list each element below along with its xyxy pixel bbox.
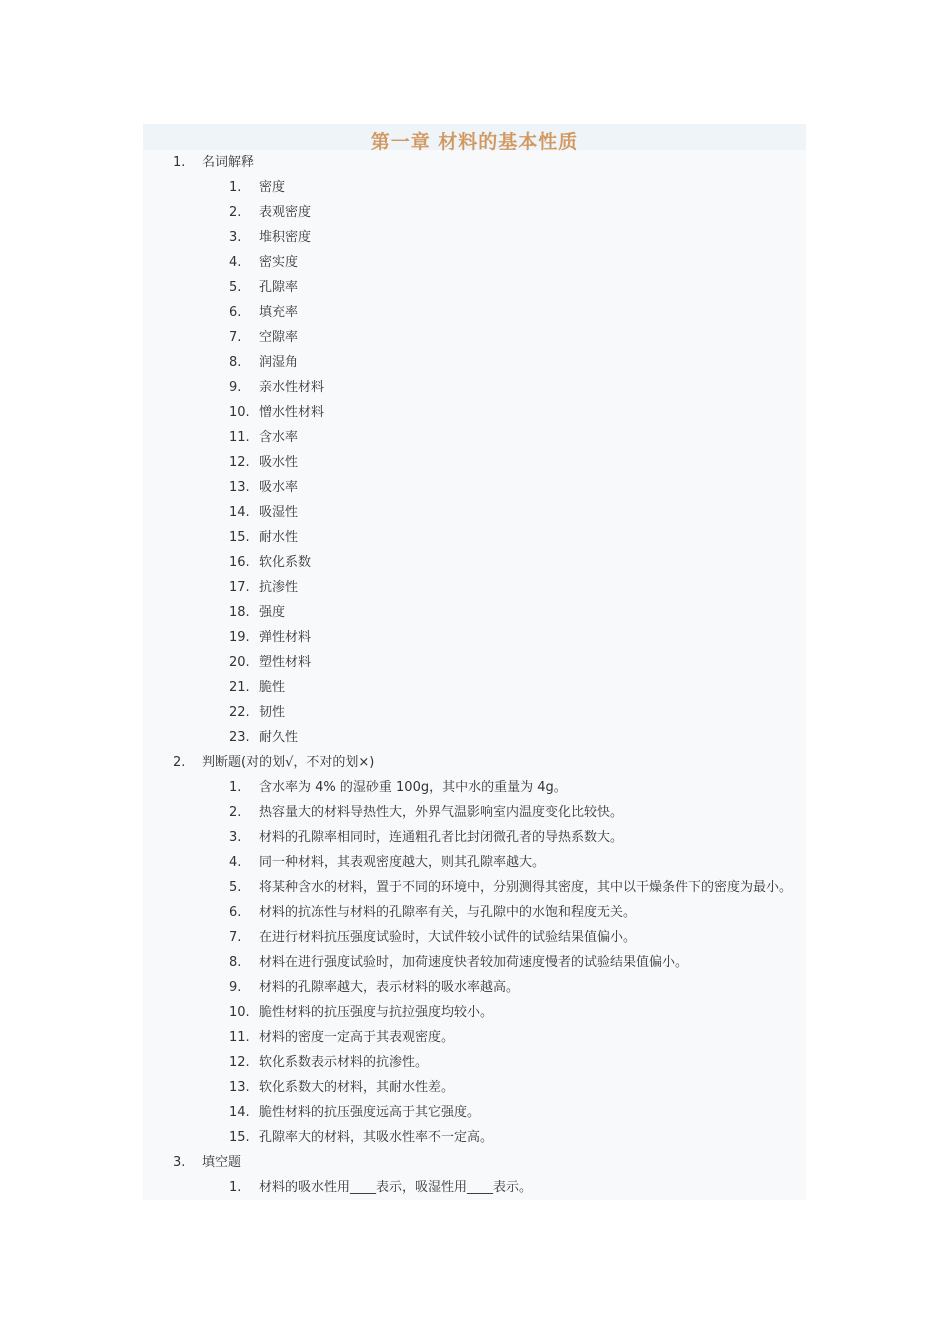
item-text: 材料的孔隙率相同时，连通粗孔者比封闭微孔者的导热系数大。 (259, 830, 624, 845)
item-number: 20. (229, 655, 250, 670)
list-item (143, 600, 806, 625)
list-item (143, 525, 806, 550)
section-2 (143, 750, 806, 1150)
item-number: 11. (229, 1030, 250, 1045)
list-item (143, 225, 806, 250)
item-number: 7. (229, 930, 242, 945)
item-number: 6. (229, 905, 242, 920)
item-text: 材料的吸水性用____表示，吸湿性用____表示。 (259, 1180, 533, 1195)
list-item (143, 775, 806, 800)
chapter-title: 第一章 材料的基本性质 (370, 131, 579, 153)
item-text: 强度 (259, 605, 286, 620)
item-number: 5. (229, 280, 242, 295)
list-item (143, 1125, 806, 1150)
list-item (143, 200, 806, 225)
item-text: 抗渗性 (259, 580, 299, 595)
item-number: 19. (229, 630, 250, 645)
section-heading (143, 750, 806, 775)
list-item (143, 375, 806, 400)
list-item (143, 650, 806, 675)
list-item (143, 950, 806, 975)
item-number: 9. (229, 980, 242, 995)
item-number: 10. (229, 405, 250, 420)
item-text: 吸水率 (259, 480, 299, 495)
list-item (143, 575, 806, 600)
list-item (143, 1175, 806, 1200)
item-text: 热容量大的材料导热性大，外界气温影响室内温度变化比较快。 (259, 805, 624, 820)
item-text: 脆性材料的抗压强度远高于其它强度。 (259, 1105, 481, 1120)
item-number: 14. (229, 1105, 250, 1120)
item-text: 同一种材料，其表观密度越大，则其孔隙率越大。 (259, 855, 546, 870)
item-number: 11. (229, 430, 250, 445)
section-3 (143, 1150, 806, 1200)
item-number: 1. (229, 780, 242, 795)
list-item (143, 1100, 806, 1125)
item-text: 塑性材料 (259, 655, 312, 670)
item-number: 12. (229, 1055, 250, 1070)
item-text: 堆积密度 (259, 230, 312, 245)
item-list (143, 1175, 806, 1200)
item-text: 密度 (259, 180, 286, 195)
item-text: 吸湿性 (259, 505, 299, 520)
item-text: 脆性材料的抗压强度与抗拉强度均较小。 (259, 1005, 494, 1020)
section-number: 2. (173, 755, 186, 770)
item-text: 耐久性 (259, 730, 299, 745)
item-number: 4. (229, 255, 242, 270)
list-item (143, 325, 806, 350)
item-text: 吸水性 (259, 455, 299, 470)
list-item (143, 400, 806, 425)
list-item (143, 250, 806, 275)
item-number: 1. (229, 1180, 242, 1195)
list-item (143, 700, 806, 725)
item-number: 22. (229, 705, 250, 720)
item-number: 21. (229, 680, 250, 695)
item-number: 2. (229, 205, 242, 220)
item-text: 孔隙率大的材料，其吸水性率不一定高。 (259, 1130, 494, 1145)
item-text: 材料的密度一定高于其表观密度。 (259, 1030, 455, 1045)
item-text: 材料的抗冻性与材料的孔隙率有关，与孔隙中的水饱和程度无关。 (259, 905, 637, 920)
item-number: 13. (229, 480, 250, 495)
list-item (143, 875, 806, 900)
item-number: 12. (229, 455, 250, 470)
item-number: 13. (229, 1080, 250, 1095)
item-number: 8. (229, 355, 242, 370)
item-number: 14. (229, 505, 250, 520)
chapter-title-bar (143, 124, 806, 153)
item-text: 耐水性 (259, 530, 299, 545)
section-heading (143, 150, 806, 175)
item-number: 17. (229, 580, 250, 595)
list-item (143, 625, 806, 650)
item-text: 将某种含水的材料，置于不同的环境中，分别测得其密度，其中以干燥条件下的密度为最小。 (259, 880, 793, 895)
list-item (143, 1025, 806, 1050)
item-text: 软化系数大的材料，其耐水性差。 (259, 1080, 455, 1095)
section-heading (143, 1150, 806, 1175)
item-number: 1. (229, 180, 242, 195)
section-list (143, 150, 806, 1200)
item-text: 韧性 (259, 705, 286, 720)
item-number: 10. (229, 1005, 250, 1020)
item-text: 空隙率 (259, 330, 299, 345)
item-number: 6. (229, 305, 242, 320)
item-text: 表观密度 (259, 205, 312, 220)
document-content (143, 124, 806, 1200)
item-number: 9. (229, 380, 242, 395)
item-list (143, 175, 806, 750)
list-item (143, 825, 806, 850)
list-item (143, 425, 806, 450)
item-text: 脆性 (259, 680, 286, 695)
item-text: 孔隙率 (259, 280, 299, 295)
item-text: 含水率 (259, 430, 299, 445)
section-label: 判断题(对的划√，不对的划×) (202, 755, 375, 770)
item-number: 15. (229, 530, 250, 545)
item-number: 7. (229, 330, 242, 345)
list-item (143, 1050, 806, 1075)
list-item (143, 475, 806, 500)
list-item (143, 300, 806, 325)
item-text: 在进行材料抗压强度试验时，大试件较小试件的试验结果值偏小。 (259, 930, 637, 945)
list-item (143, 975, 806, 1000)
item-number: 4. (229, 855, 242, 870)
item-text: 材料在进行强度试验时，加荷速度快者较加荷速度慢者的试验结果值偏小。 (259, 955, 689, 970)
list-item (143, 725, 806, 750)
list-item (143, 800, 806, 825)
item-number: 23. (229, 730, 250, 745)
list-item (143, 925, 806, 950)
item-text: 密实度 (259, 255, 299, 270)
list-item (143, 1000, 806, 1025)
item-number: 3. (229, 830, 242, 845)
list-item (143, 500, 806, 525)
list-item (143, 550, 806, 575)
list-item (143, 175, 806, 200)
item-list (143, 775, 806, 1150)
section-label: 名词解释 (202, 155, 255, 170)
list-item (143, 350, 806, 375)
item-text: 弹性材料 (259, 630, 312, 645)
section-number: 3. (173, 1155, 186, 1170)
item-text: 材料的孔隙率越大，表示材料的吸水率越高。 (259, 980, 520, 995)
list-item (143, 1075, 806, 1100)
item-number: 2. (229, 805, 242, 820)
item-text: 憎水性材料 (259, 405, 325, 420)
section-label: 填空题 (202, 1155, 242, 1170)
item-number: 18. (229, 605, 250, 620)
section-1 (143, 150, 806, 750)
item-number: 3. (229, 230, 242, 245)
item-number: 5. (229, 880, 242, 895)
list-item (143, 675, 806, 700)
item-text: 含水率为 4% 的湿砂重 100g，其中水的重量为 4g。 (259, 780, 567, 795)
list-item (143, 450, 806, 475)
list-item (143, 900, 806, 925)
item-number: 8. (229, 955, 242, 970)
list-item (143, 850, 806, 875)
section-number: 1. (173, 155, 186, 170)
item-text: 润湿角 (259, 355, 299, 370)
item-text: 软化系数 (259, 555, 312, 570)
item-text: 软化系数表示材料的抗渗性。 (259, 1055, 429, 1070)
item-text: 亲水性材料 (259, 380, 325, 395)
item-text: 填充率 (259, 305, 299, 320)
item-number: 16. (229, 555, 250, 570)
list-item (143, 275, 806, 300)
item-number: 15. (229, 1130, 250, 1145)
